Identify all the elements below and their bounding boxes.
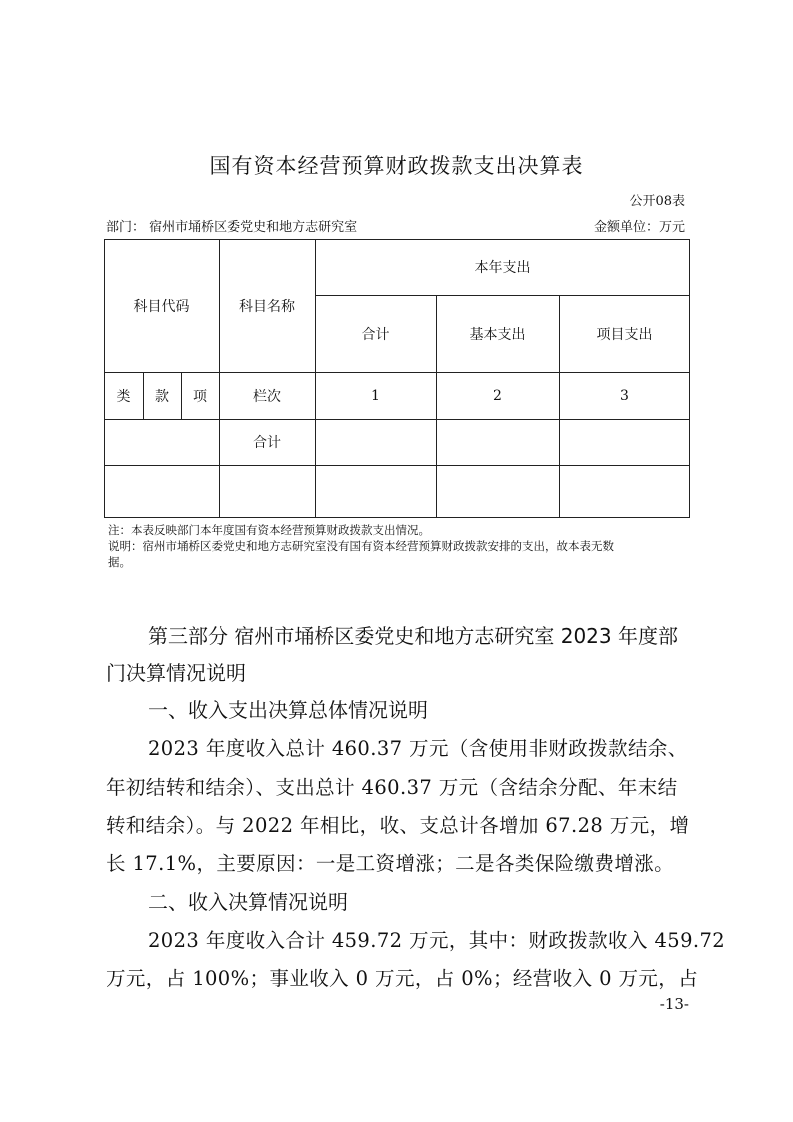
- section-heading: 第三部分 宿州市埇桥区委党史和地方志研究室 2023 年度部: [148, 624, 678, 648]
- paragraph-1-line-1: 2023 年度收入总计 460.37 万元（含使用非财政拨款结余、: [148, 737, 688, 760]
- section-heading-cont: 门决算情况说明: [106, 661, 246, 685]
- header-subject-name: 科目名称: [239, 298, 295, 315]
- column-number-2: 2: [493, 387, 502, 404]
- sub-section: 款: [155, 388, 169, 405]
- col-project-expenditure: 项目支出: [596, 326, 653, 343]
- row-total-label: 合计: [253, 435, 281, 451]
- paragraph-2-line-2: 万元，占 100%；事业收入 0 万元，占 0%；经营收入 0 万元，占: [106, 967, 699, 990]
- subheading-1: 一、收入支出决算总体情况说明: [148, 698, 428, 722]
- col-total: 合计: [361, 326, 390, 343]
- department-label: 部门： 宿州市埇桥区委党史和地方志研究室: [106, 220, 358, 235]
- paragraph-1-line-4: 长 17.1%，主要原因：一是工资增涨；二是各类保险缴费增涨。: [106, 852, 675, 875]
- row-column-number-label: 栏次: [253, 388, 281, 405]
- header-subject-code: 科目代码: [133, 298, 190, 315]
- col-basic-expenditure: 基本支出: [469, 326, 526, 343]
- column-number-1: 1: [371, 387, 380, 404]
- unit-label: 金额单位：万元: [593, 220, 685, 235]
- paragraph-2-line-1: 2023 年度收入合计 459.72 万元，其中：财政拨款收入 459.72: [148, 929, 726, 952]
- table-explanation-cont: 据。: [108, 555, 131, 569]
- column-number-3: 3: [620, 387, 629, 404]
- expenditure-table: [104, 239, 690, 518]
- page-number: -13-: [659, 995, 689, 1013]
- subheading-2: 二、收入决算情况说明: [148, 890, 348, 914]
- sub-item: 项: [193, 388, 207, 405]
- paragraph-1-line-2: 年初结转和结余）、支出总计 460.37 万元（含结余分配、年末结: [106, 776, 678, 799]
- page-title: 国有资本经营预算财政拨款支出决算表: [209, 154, 584, 178]
- table-note: 注：本表反映部门本年度国有资本经营预算财政拨款支出情况。: [108, 523, 430, 537]
- paragraph-1-line-3: 转和结余）。与 2022 年相比，收、支总计各增加 67.28 万元，增: [106, 814, 690, 837]
- header-current-year-expenditure: 本年支出: [474, 260, 531, 276]
- table-code: 公开08表: [629, 194, 685, 209]
- table-explanation: 说明：宿州市埇桥区委党史和地方志研究室没有国有资本经营预算财政拨款安排的支出，故本表无数: [108, 539, 614, 553]
- sub-category: 类: [116, 388, 131, 405]
